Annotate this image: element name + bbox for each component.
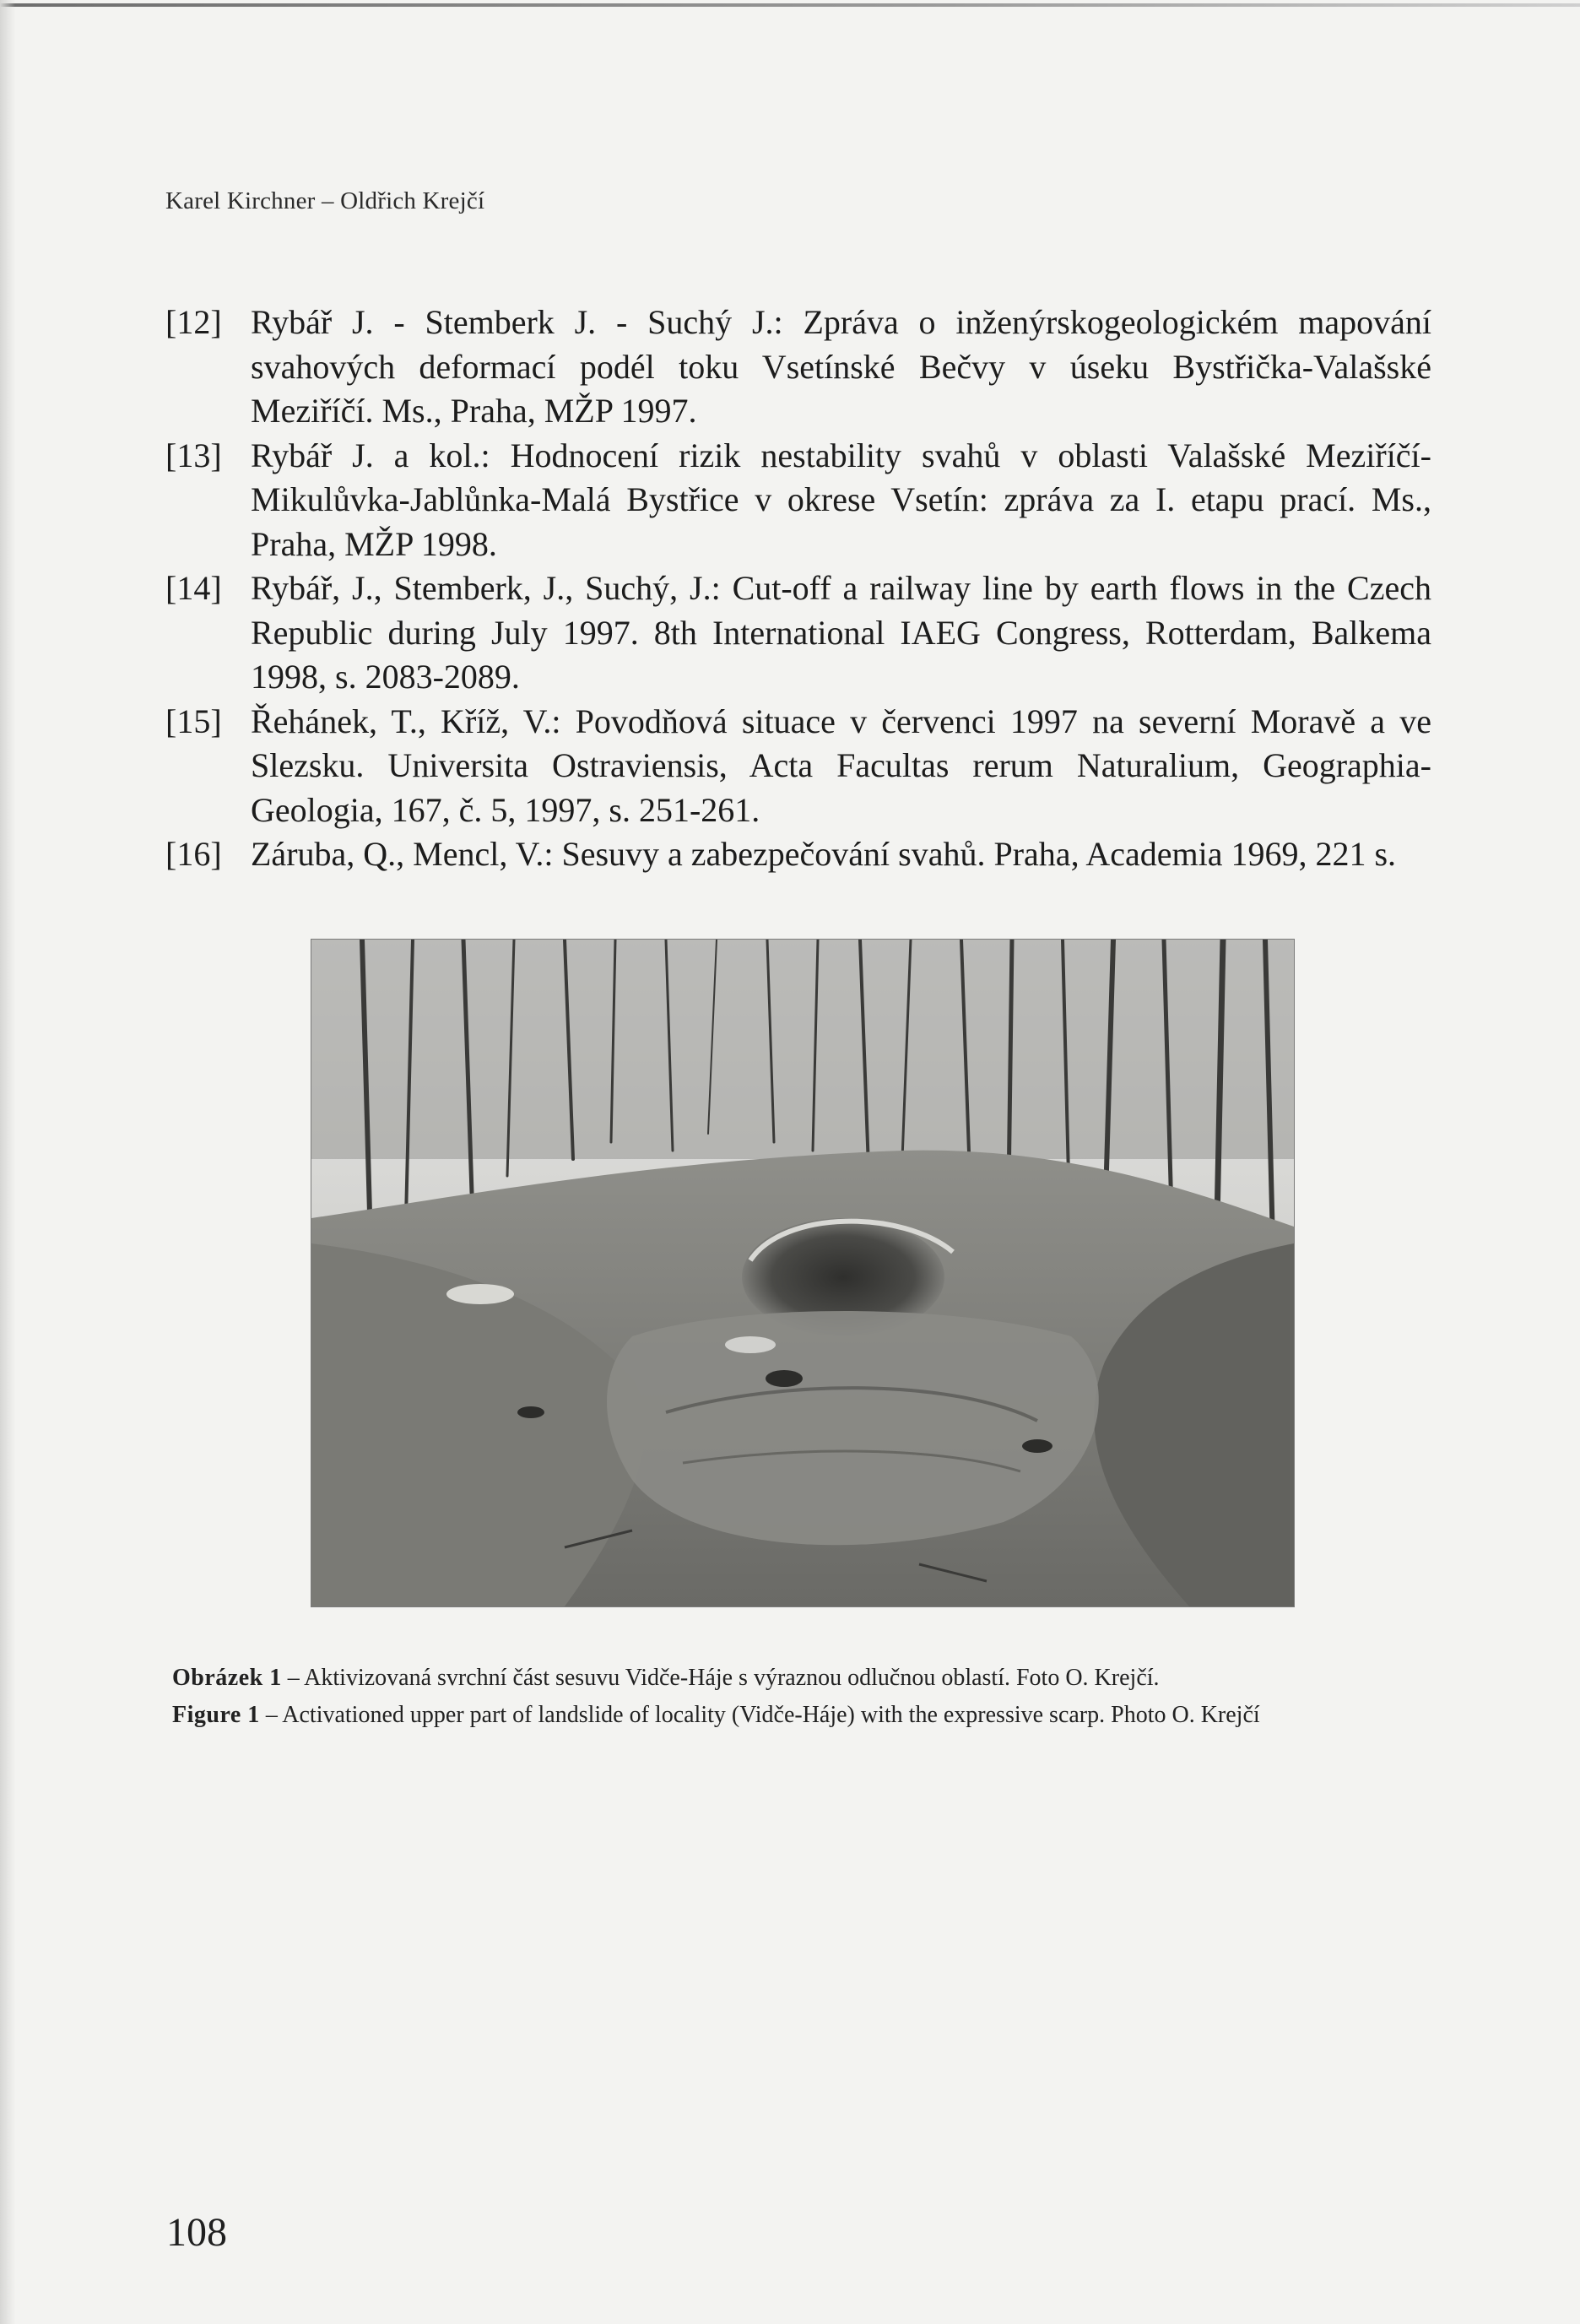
caption-label: Obrázek 1	[172, 1665, 282, 1691]
reference-text: Záruba, Q., Mencl, V.: Sesuvy a zabezpečování svahů. Praha, Academia 1969, 221 s.	[251, 835, 1397, 873]
reference-text: Rybář, J., Stemberk, J., Suchý, J.: Cut-off a railway line by earth flows in the Czech Republic during July 1997. 8th International IAEG Congress, Rotterdam, Balkema 1998, s. 2083-2089.	[251, 569, 1431, 696]
reference-item	[165, 434, 1431, 567]
reference-item	[165, 566, 1431, 700]
reference-text: Rybář J. a kol.: Hodnocení rizik nestability svahů v oblasti Valašské Meziříčí-Mikulůvka-Jablůnka-Malá Bystřice v okrese Vsetín: zpráva za I. etapu prací. Ms., Praha, MŽP 1998.	[251, 436, 1431, 563]
caption-text: – Activationed upper part of landslide of locality (Vidče-Háje) with the expressive scarp. Photo O. Krejčí	[259, 1702, 1260, 1728]
reference-item	[165, 301, 1431, 434]
reference-list	[165, 301, 1431, 877]
caption-label: Figure 1	[172, 1702, 260, 1728]
reference-text: Rybář J. - Stemberk J. - Suchý J.: Zpráva o inženýrskogeologickém mapování svahových deformací podél toku Vsetínské Bečvy v úseku Bystřička-Valašské Meziříčí. Ms., Praha, MŽP 1997.	[251, 303, 1431, 430]
running-head: Karel Kirchner – Oldřich Krejčí	[165, 187, 485, 214]
caption-czech	[172, 1660, 1438, 1697]
reference-text: Řehánek, T., Kříž, V.: Povodňová situace v červenci 1997 na severní Moravě a ve Slezsku. Universita Ostraviensis, Acta Facultas rerum Naturalium, Geographia-Geologia, 167, č. 5, 1997, s. 251-261.	[251, 702, 1431, 829]
caption-english	[172, 1697, 1438, 1734]
page-number: 108	[166, 2210, 227, 2255]
reference-number: [13]	[165, 436, 222, 474]
reference-number: [16]	[165, 835, 222, 873]
reference-number: [12]	[165, 303, 222, 341]
reference-item	[165, 700, 1431, 833]
reference-item	[165, 832, 1431, 877]
caption-text: – Aktivizovaná svrchní část sesuvu Vidče-Háje s výraznou odlučnou oblastí. Foto O. Krejčí.	[281, 1665, 1160, 1691]
scan-edge-shadow	[0, 0, 15, 2324]
reference-number: [15]	[165, 702, 222, 740]
landslide-photo	[311, 939, 1295, 1607]
landslide-photo-illustration	[311, 940, 1294, 1606]
reference-number: [14]	[165, 569, 222, 607]
figure-captions	[172, 1660, 1438, 1734]
top-rule	[0, 3, 1580, 7]
